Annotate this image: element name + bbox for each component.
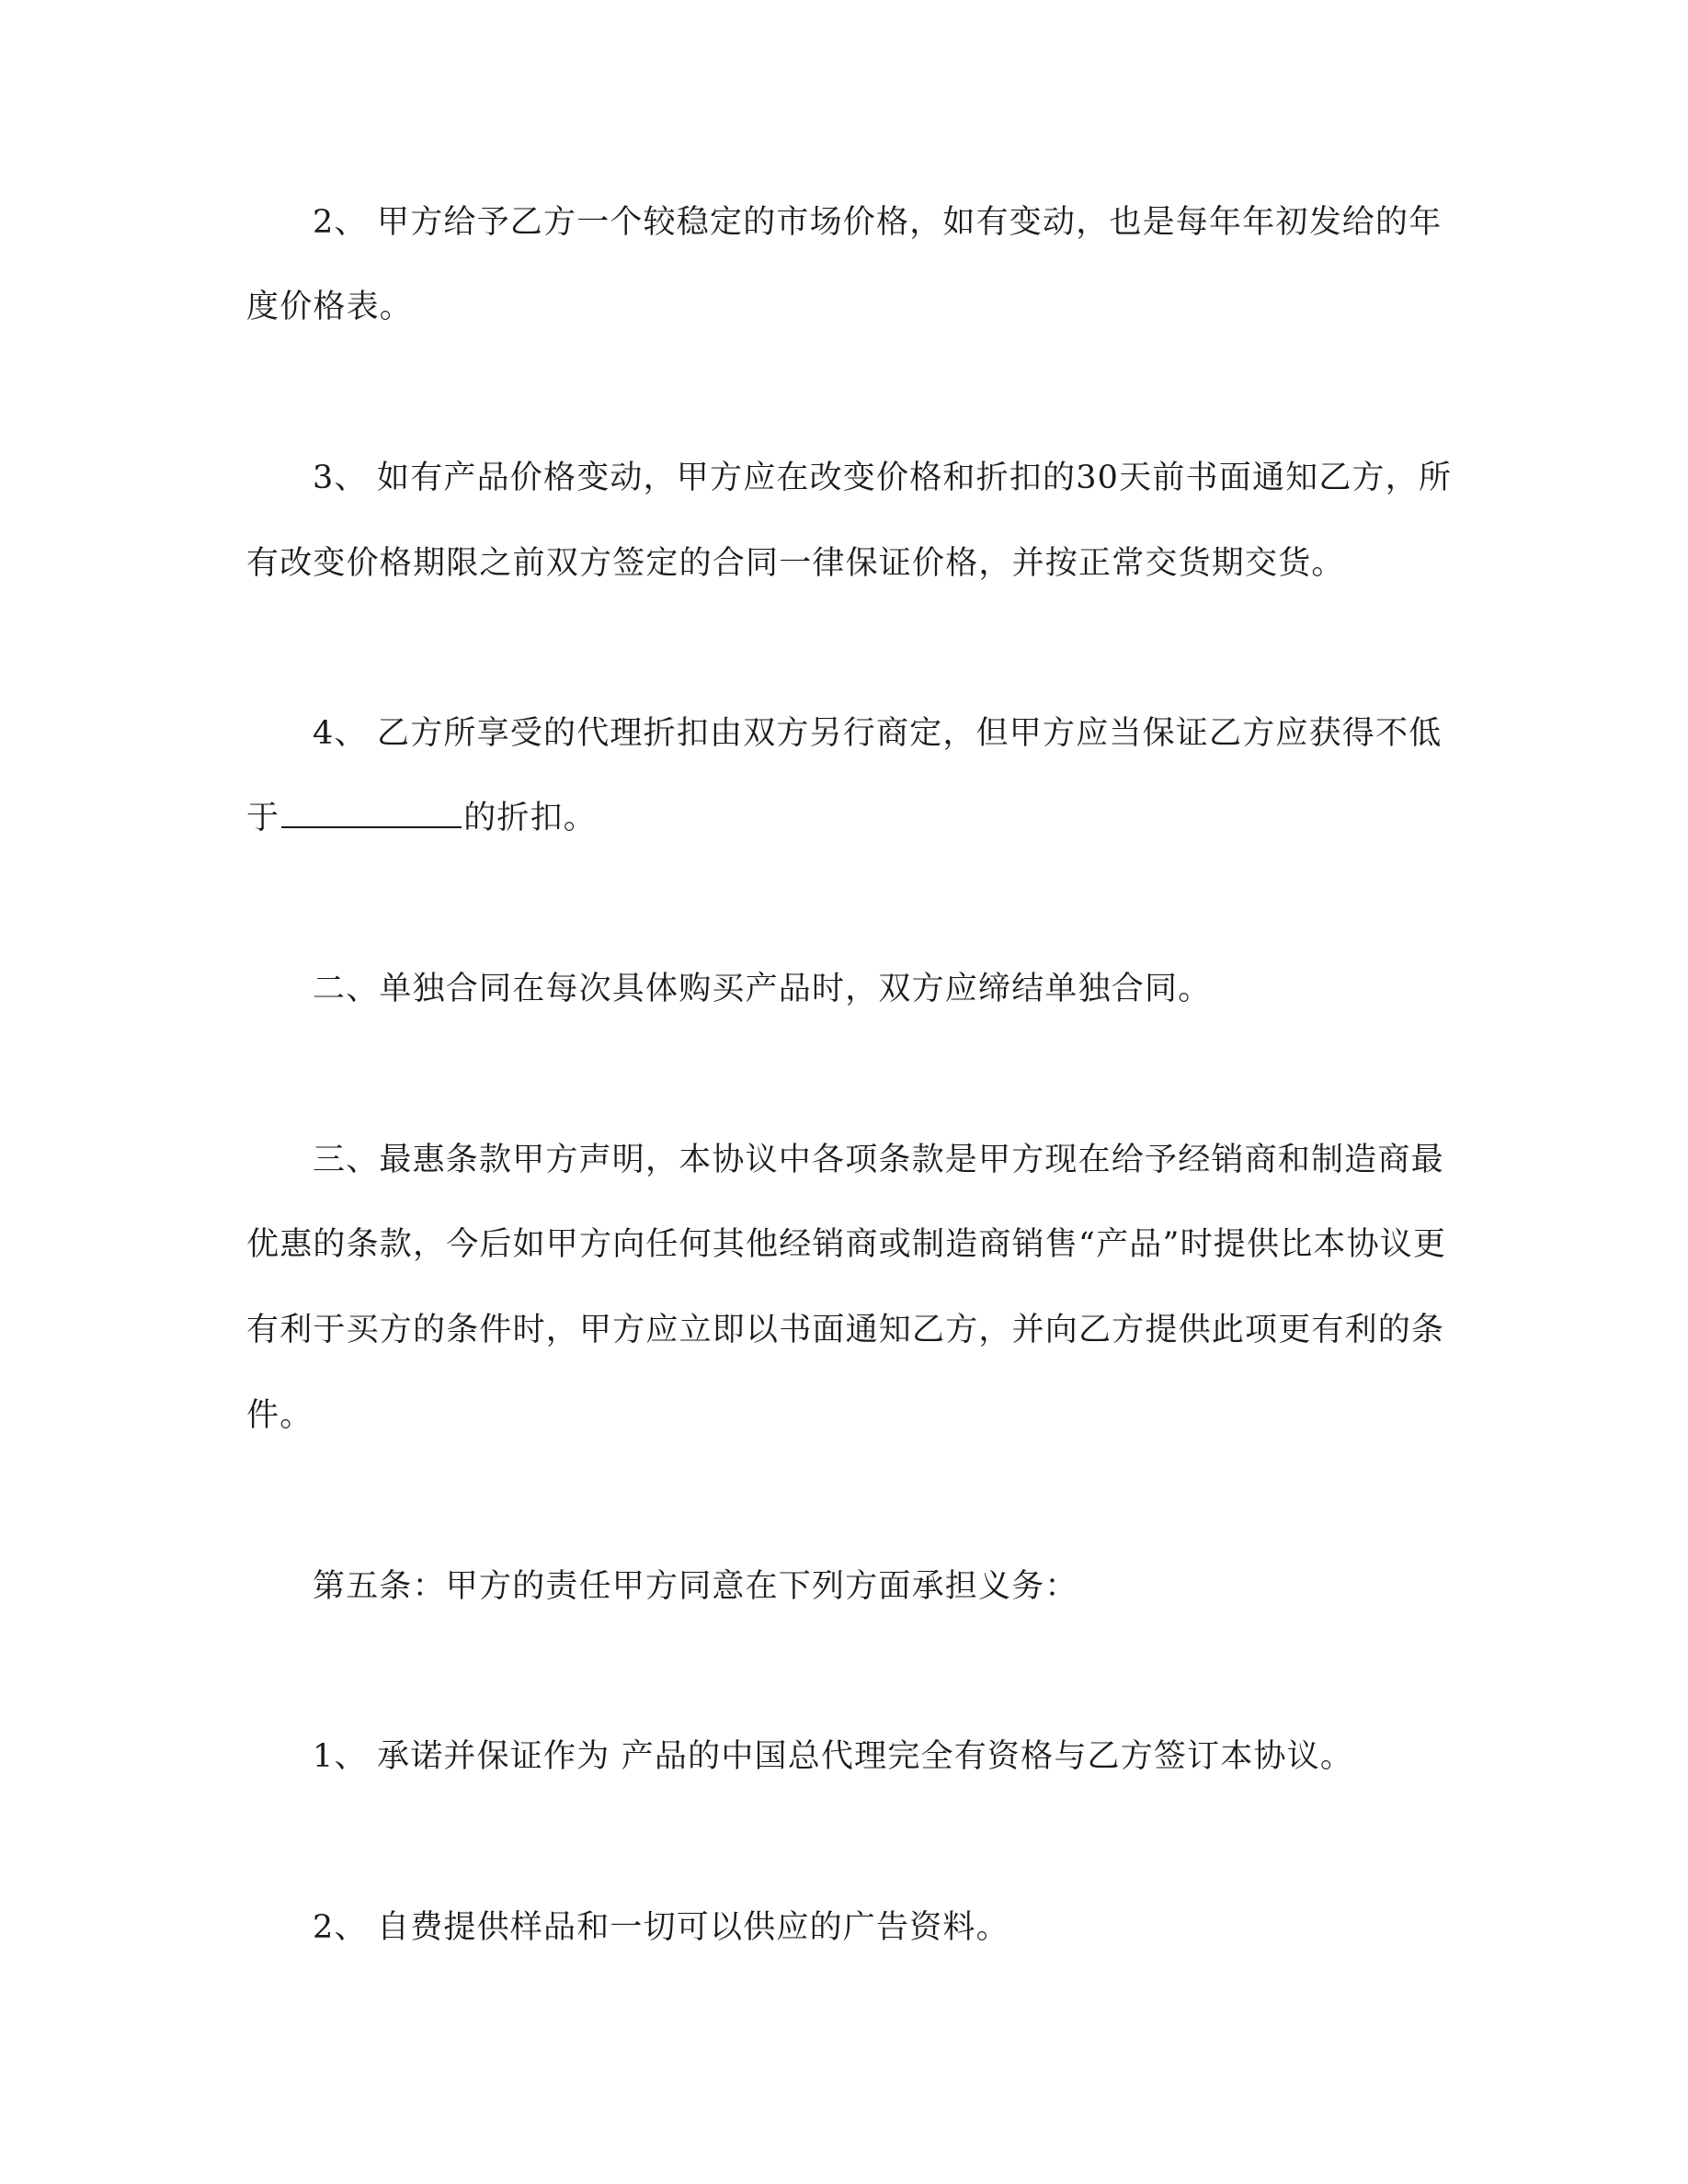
duty-text: 自费提供样品和一切可以供应的广告资料。 bbox=[377, 1909, 1009, 1946]
duty-number: 2、 bbox=[313, 1909, 368, 1946]
clause-4-line-1 bbox=[313, 711, 1442, 756]
duty-text: 承诺并保证作为 产品的中国总代理完全有资格与乙方签订本协议。 bbox=[377, 1738, 1354, 1775]
section-3-line-3: 有利于买方的条件时，甲方应立即以书面通知乙方，并向乙方提供此项更有利的条 bbox=[246, 1312, 1445, 1348]
section-3-line-1: 三、最惠条款甲方声明，本协议中各项条款是甲方现在给予经销商和制造商最 bbox=[313, 1142, 1444, 1178]
duty-2 bbox=[313, 1905, 1009, 1950]
clause-number: 4、 bbox=[313, 715, 368, 752]
clause-2-line-2: 度价格表。 bbox=[246, 289, 414, 325]
section-3-line-2: 优惠的条款，今后如甲方向任何其他经销商或制造商销售“产品”时提供比本协议更 bbox=[246, 1226, 1447, 1263]
clause-text: 乙方所享受的代理折扣由双方另行商定，但甲方应当保证乙方应获得不低 bbox=[377, 715, 1443, 752]
clause-4-line-2 bbox=[246, 796, 597, 840]
section-3-line-4: 件。 bbox=[246, 1397, 314, 1434]
clause-text-prefix: 于 bbox=[246, 800, 280, 836]
clause-3-line-1 bbox=[313, 456, 1452, 500]
duty-1 bbox=[313, 1735, 1353, 1779]
article-5-heading: 第五条：甲方的责任甲方同意在下列方面承担义务： bbox=[313, 1568, 1078, 1605]
clause-3-line-2: 有改变价格期限之前双方签定的合同一律保证价格，并按正常交货期交货。 bbox=[246, 545, 1345, 582]
section-2-line-1: 二、单独合同在每次具体购买产品时，双方应缔结单独合同。 bbox=[313, 971, 1212, 1007]
duty-number: 1、 bbox=[313, 1738, 368, 1775]
clause-text: 甲方给予乙方一个较稳定的市场价格，如有变动，也是每年年初发给的年 bbox=[377, 204, 1443, 241]
clause-text: 如有产品价格变动，甲方应在改变价格和折扣的30天前书面通知乙方，所 bbox=[377, 460, 1453, 496]
discount-blank-field[interactable] bbox=[281, 799, 462, 828]
clause-2-line-1 bbox=[313, 200, 1442, 245]
clause-number: 2、 bbox=[313, 204, 368, 241]
clause-text-suffix: 的折扣。 bbox=[463, 800, 598, 836]
clause-number: 3、 bbox=[313, 460, 368, 496]
